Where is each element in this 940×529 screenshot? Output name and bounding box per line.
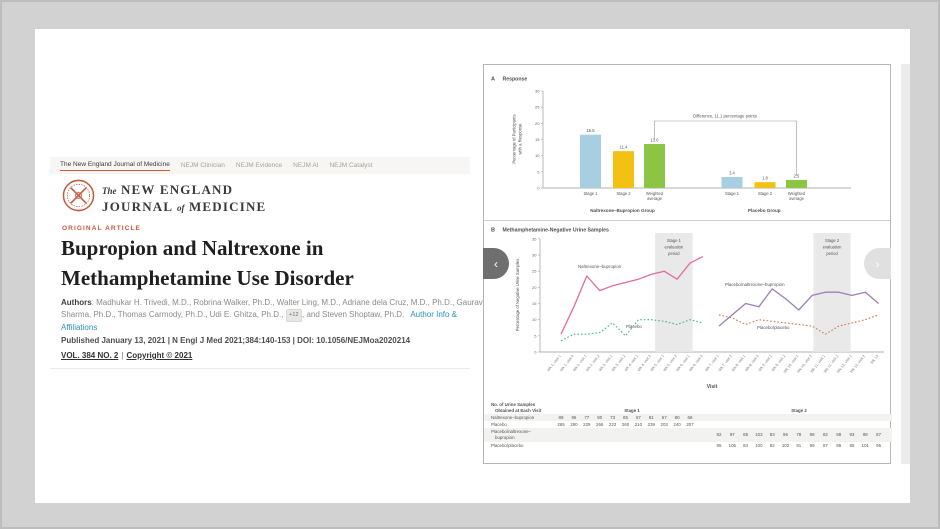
- series-label: Placebo/naltrexone–bupropion: [725, 282, 785, 287]
- bar-placebo-group-1: [722, 177, 743, 188]
- panel-b-y-axis-label: Percentage of Negative Urine Samples: [515, 258, 520, 332]
- series-label: Placebo/placebo: [757, 325, 790, 330]
- nav-tab-nejm-evidence[interactable]: NEJM Evidence: [235, 162, 283, 169]
- bar-group-label: Placebo Group: [747, 208, 781, 213]
- table-title-line2: Obtained at Each Visit: [495, 408, 542, 413]
- x-tick-label: Wk 3, visit 2: [610, 354, 627, 373]
- svg-text:15: 15: [535, 137, 540, 143]
- table-cell-value: 98: [809, 432, 815, 437]
- published-line: Published January 13, 2021 | N Engl J Med 2021;384:140-153 | DOI: 10.1056/NEJMoa2020214: [61, 336, 411, 345]
- table-cell-value: 67: [661, 415, 667, 420]
- bar-value-label: 3.4: [729, 170, 735, 176]
- panel-a-title: Response: [502, 76, 528, 83]
- nav-tab-the-new-england-journal-of-medicine[interactable]: The New England Journal of Medicine: [60, 161, 170, 171]
- table-cell-value: 77: [584, 415, 590, 420]
- table-cell-value: 82: [822, 432, 828, 437]
- table-cell-value: 96: [876, 443, 882, 448]
- svg-text:0: 0: [537, 185, 540, 191]
- table-cell-value: 266: [596, 422, 604, 427]
- authors-names-2: , and Steven Shoptaw, Ph.D.: [302, 309, 405, 319]
- svg-text:35: 35: [532, 236, 537, 242]
- table-cell-value: 85: [743, 432, 749, 437]
- table-row-label: Placebo/naltrexone–: [491, 429, 532, 434]
- table-row-label: Naltrexone–bupropion: [491, 415, 535, 420]
- figure-panel-a: [484, 65, 890, 221]
- table-cell-value: 207: [686, 422, 694, 427]
- x-tick-label: Wk 1, visit 2: [559, 354, 575, 373]
- bar-category-label: Stage 2: [757, 191, 773, 196]
- x-tick-label: Wk 6, visit 2: [688, 354, 704, 373]
- wordmark-line1: NEW ENGLAND: [120, 182, 234, 197]
- svg-text:20: 20: [532, 284, 537, 290]
- series-label: Naltrexone–bupropion: [578, 264, 622, 269]
- evaluation-band-label: Stage 2: [824, 238, 840, 243]
- nav-tab-nejm-clinician[interactable]: NEJM Clinician: [180, 162, 225, 169]
- wordmark-the: The: [102, 186, 117, 196]
- chevron-left-icon: ‹: [494, 256, 498, 271]
- table-cell-value: 240: [673, 422, 681, 427]
- svg-text:10: 10: [532, 317, 537, 323]
- table-cell-value: 96: [571, 415, 577, 420]
- table-cell-value: 85: [623, 415, 628, 420]
- table-cell-value: 97: [729, 432, 735, 437]
- x-tick-label: Wk 7, visit 2: [717, 354, 734, 373]
- table-cell-value: 98: [862, 432, 868, 437]
- bar-naltrexone-bupropion-group-2: [613, 151, 634, 188]
- nav-tab-nejm-catalyst[interactable]: NEJM Catalyst: [329, 162, 373, 169]
- bar-value-label: 16.5: [586, 128, 595, 134]
- x-tick-label: Wk 2, visit 2: [585, 354, 601, 373]
- x-tick-label: Wk 8, visit 1: [730, 354, 747, 373]
- x-tick-label: Wk 8, visit 2: [744, 354, 760, 373]
- bar-value-label: 2.5: [793, 173, 800, 179]
- browser-page: [35, 29, 910, 503]
- x-tick-label: Wk 7, visit 1: [704, 354, 720, 373]
- nejm-seal-logo: [62, 179, 95, 212]
- x-tick-label: Wk 12, visit 1: [836, 354, 853, 374]
- bar-category-label: average: [789, 196, 804, 201]
- bar-category-label: Weighted: [787, 191, 806, 196]
- bar-value-label: 11.4: [619, 144, 628, 150]
- table-cell-value: 98: [836, 432, 842, 437]
- bar-category-label: Stage 1: [724, 191, 740, 196]
- bar-naltrexone-bupropion-group-3: [644, 144, 665, 188]
- svg-text:20: 20: [535, 120, 540, 126]
- panel-b-letter: B: [491, 227, 495, 234]
- evaluation-band-label: period: [668, 251, 680, 256]
- carousel-next-peek: [901, 64, 910, 464]
- authors-label: Authors: [61, 298, 92, 307]
- x-tick-label: Wk 4, visit 1: [623, 354, 640, 373]
- table-cell-value: 73: [610, 415, 616, 420]
- table-cell-value: 239: [647, 422, 655, 427]
- figure-panel-b: [484, 221, 890, 462]
- table-cell-value: 78: [796, 432, 802, 437]
- wordmark-of: of: [176, 203, 185, 213]
- journal-wordmark: [102, 182, 266, 216]
- difference-bracket: [655, 121, 797, 176]
- response-bar-chart: [484, 65, 892, 221]
- table-cell-value: 103: [755, 432, 763, 437]
- table-cell-value: 223: [608, 422, 617, 427]
- table-cell-value: 67: [635, 415, 641, 420]
- table-cell-value: 92: [716, 432, 722, 437]
- x-tick-label: Wk 11, visit 1: [809, 354, 827, 374]
- series-placebo-naltrexone-bupropion: [719, 289, 879, 326]
- table-cell-value: 83: [769, 432, 775, 437]
- table-cell-value: 265: [557, 422, 565, 427]
- table-cell-value: 68: [687, 415, 693, 420]
- svg-text:5: 5: [537, 169, 540, 175]
- table-cell-value: 80: [674, 415, 680, 420]
- x-tick-label: Wk 5, visit 2: [662, 354, 678, 373]
- authors-line: [61, 297, 485, 334]
- urine-samples-line-chart: [484, 221, 892, 399]
- series-placebo-placebo: [719, 315, 879, 334]
- x-tick-label: Wk 9, visit 2: [770, 354, 787, 373]
- bar-category-label: average: [647, 196, 662, 201]
- table-cell-value: 99: [836, 443, 842, 448]
- x-tick-label: Wk 1, visit 1: [546, 354, 562, 373]
- panel-a-y-axis-label: Percentage of Participantswith a Response: [511, 114, 523, 164]
- article-divider: [50, 368, 470, 369]
- table-cell-value: 82: [769, 443, 775, 448]
- table-stage2-header: Stage 2: [791, 408, 807, 413]
- x-tick-label: Wk 3, visit 1: [597, 354, 614, 373]
- evaluation-band-label: evaluation: [822, 244, 842, 250]
- evaluation-band-label: period: [826, 251, 838, 256]
- table-row-label: Placebo/placebo: [491, 443, 524, 448]
- volume-line: [61, 351, 192, 360]
- x-tick-label: Wk 4, visit 2: [636, 354, 653, 373]
- bar-category-label: Stage 2: [616, 191, 631, 196]
- svg-text:0: 0: [534, 349, 537, 355]
- table-cell-value: 95: [716, 443, 722, 448]
- carousel-next-button[interactable]: [864, 248, 891, 279]
- difference-annotation: Difference, 11.1 percentage points: [693, 113, 757, 119]
- figure-carousel: [483, 64, 891, 464]
- table-cell-value: 87: [822, 443, 828, 448]
- bar-placebo-group-2: [755, 182, 776, 188]
- svg-text:5: 5: [534, 333, 537, 339]
- bar-naltrexone-bupropion-group-1: [580, 135, 601, 188]
- series-label: Placebo: [626, 324, 642, 329]
- bar-value-label: 13.6: [650, 137, 659, 143]
- table-cell-value: 102: [781, 443, 790, 448]
- table-cell-value: 81: [648, 415, 654, 420]
- panel-a-letter: A: [491, 76, 495, 83]
- table-cell-value: 84: [743, 443, 749, 448]
- wordmark-line2b: MEDICINE: [188, 199, 267, 214]
- table-title-line1: No. of Urine Samples: [491, 402, 536, 407]
- svg-text:10: 10: [535, 153, 540, 159]
- evaluation-band-label: Stage 1: [666, 238, 681, 243]
- evaluation-band-label: evaluation: [664, 244, 684, 250]
- table-row-label: Placebo: [491, 422, 507, 427]
- table-cell-value: 260: [621, 422, 630, 427]
- x-tick-label: Wk 10, visit 2: [796, 354, 813, 374]
- table-cell-value: 203: [660, 422, 668, 427]
- bar-placebo-group-3: [786, 180, 807, 188]
- chevron-right-icon: ›: [875, 256, 880, 271]
- table-cell-value: 106: [728, 443, 736, 448]
- x-tick-label: Wk 6, visit 1: [675, 354, 691, 373]
- table-cell-value: 100: [755, 443, 763, 448]
- volume-separator: |: [121, 351, 124, 360]
- article-title-line2: Methamphetamine Use Disorder: [61, 266, 354, 290]
- table-cell-value: 93: [849, 432, 855, 437]
- nav-tab-nejm-ai[interactable]: NEJM AI: [293, 162, 319, 169]
- copyright-link[interactable]: Copyright © 2021: [126, 351, 193, 360]
- table-cell-value: 210: [634, 422, 643, 427]
- table-cell-value: 90: [597, 415, 603, 420]
- x-tick-label: Wk 13: [869, 354, 880, 365]
- x-axis-title: Visit: [706, 384, 718, 390]
- svg-text:30: 30: [532, 252, 537, 258]
- table-cell-value: 96: [783, 432, 788, 437]
- svg-text:25: 25: [535, 104, 540, 110]
- volume-link[interactable]: VOL. 384 NO. 2: [61, 351, 119, 360]
- wordmark-line2a: JOURNAL: [102, 199, 173, 214]
- svg-text:25: 25: [532, 268, 537, 274]
- urine-samples-table: [484, 399, 892, 462]
- article-kicker: ORIGINAL ARTICLE: [62, 225, 141, 232]
- table-cell-value: 89: [558, 415, 564, 420]
- table-cell-value: 85: [849, 443, 855, 448]
- table-row-label: bupropion: [495, 435, 515, 440]
- table-cell-value: 87: [876, 432, 882, 437]
- bar-category-label: Stage 1: [583, 191, 598, 196]
- table-stage1-header: Stage 1: [624, 408, 640, 413]
- article-title-line1: Bupropion and Naltrexone in: [61, 236, 324, 260]
- bar-category-label: Weighted: [645, 191, 664, 196]
- nejm-nav-bar: [50, 157, 470, 174]
- table-cell-value: 280: [570, 422, 578, 427]
- svg-text:15: 15: [532, 300, 537, 306]
- more-authors-badge[interactable]: +12: [286, 309, 302, 323]
- x-tick-label: Wk 11, visit 2: [823, 354, 840, 374]
- bar-value-label: 1.8: [762, 175, 768, 181]
- x-tick-label: Wk 12, visit 2: [849, 354, 867, 374]
- table-cell-value: 101: [861, 443, 869, 448]
- table-cell-value: 229: [583, 422, 591, 427]
- x-tick-label: Wk 9, visit 1: [757, 354, 773, 373]
- x-tick-label: Wk 2, visit 1: [572, 354, 588, 373]
- table-cell-value: 99: [809, 443, 815, 448]
- article-title: [61, 233, 491, 293]
- panel-b-title: Methamphetamine-Negative Urine Samples: [502, 227, 609, 234]
- table-cell-value: 91: [796, 443, 802, 448]
- bar-group-label: Naltrexone–Bupropion Group: [590, 208, 655, 213]
- nejm-masthead[interactable]: [62, 179, 266, 216]
- x-tick-label: Wk 10, visit 1: [782, 354, 800, 374]
- author-info-link[interactable]: Author Info & Affiliations: [61, 309, 458, 332]
- svg-text:30: 30: [535, 88, 540, 94]
- x-tick-label: Wk 5, visit 1: [649, 354, 665, 373]
- authors-names-1: : Madhukar H. Trivedi, M.D., Robrina Walker, Ph.D., Walter Ling, M.D., Adriane dela Cruz, M.D., Ph.D., Gaurav Sharma, Ph.D., Thomas Carmody, Ph.D., Udi E. Ghitza, Ph.D.,: [61, 298, 483, 319]
